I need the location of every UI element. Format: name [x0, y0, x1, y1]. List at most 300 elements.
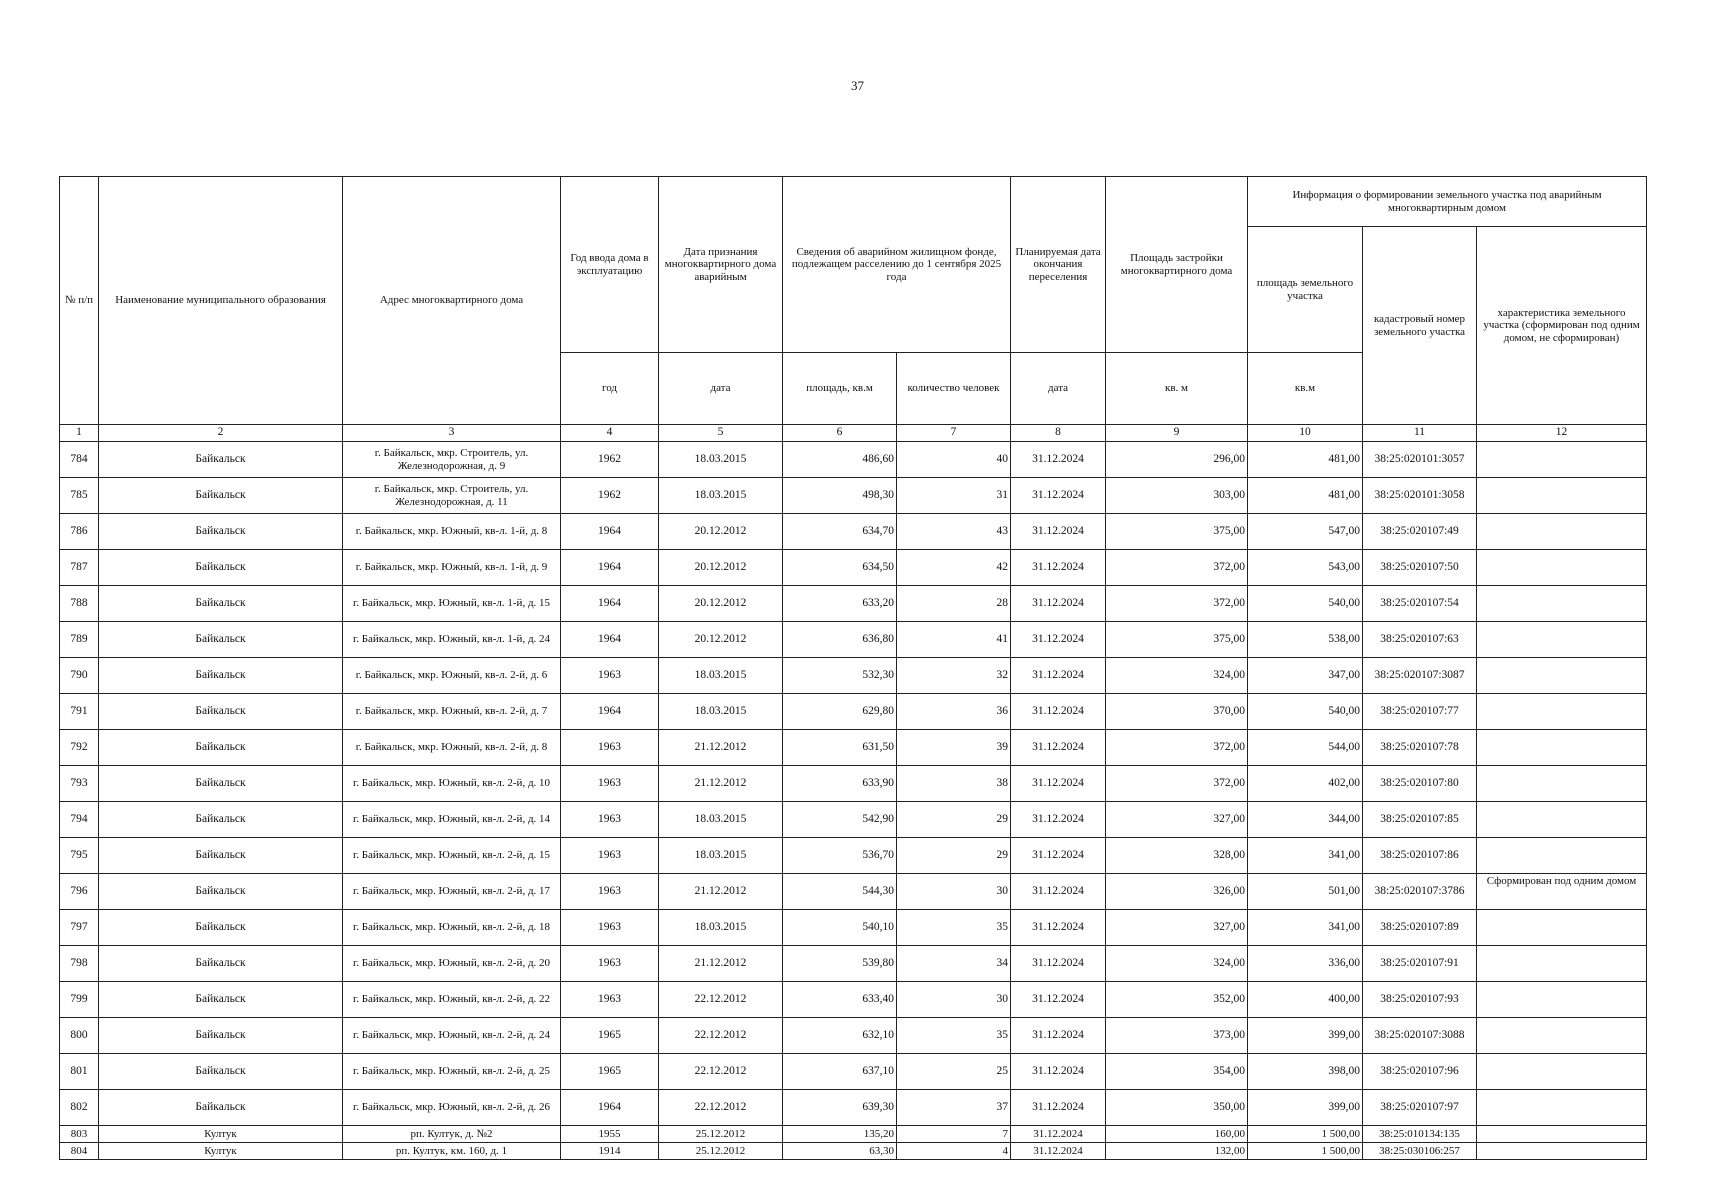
- cell-living-area: 637,10: [783, 1054, 897, 1090]
- cell-land-characteristic: [1477, 910, 1647, 946]
- cell-building-area: 375,00: [1106, 622, 1248, 658]
- cell-municipality: Байкальск: [99, 550, 343, 586]
- cell-commission-year: 1955: [561, 1126, 659, 1143]
- cell-address: г. Байкальск, мкр. Южный, кв-л. 2-й, д. 24: [343, 1018, 561, 1054]
- cell-municipality: Байкальск: [99, 838, 343, 874]
- cell-cadastral-number: 38:25:020107:85: [1363, 802, 1477, 838]
- cell-planned-date: 31.12.2024: [1011, 1090, 1106, 1126]
- cell-land-characteristic: [1477, 838, 1647, 874]
- cell-address: г. Байкальск, мкр. Южный, кв-л. 2-й, д. 10: [343, 766, 561, 802]
- table-row: [60, 658, 1647, 694]
- column-number: 2: [99, 425, 343, 442]
- cell-commission-year: 1963: [561, 838, 659, 874]
- cell-living-area: 634,70: [783, 514, 897, 550]
- cell-commission-year: 1964: [561, 1090, 659, 1126]
- cell-address: г. Байкальск, мкр. Строитель, ул. Железнодорожная, д. 11: [343, 478, 561, 514]
- cell-people-count: 28: [897, 586, 1011, 622]
- cell-row-number: 792: [60, 730, 99, 766]
- cell-building-area: 132,00: [1106, 1143, 1248, 1160]
- cell-land-area: 544,00: [1248, 730, 1363, 766]
- cell-commission-year: 1965: [561, 1054, 659, 1090]
- cell-building-area: 352,00: [1106, 982, 1248, 1018]
- table-row: [60, 1018, 1647, 1054]
- cell-planned-date: 31.12.2024: [1011, 910, 1106, 946]
- cell-address: г. Байкальск, мкр. Южный, кв-л. 2-й, д. 26: [343, 1090, 561, 1126]
- cell-building-area: 373,00: [1106, 1018, 1248, 1054]
- column-number: 5: [659, 425, 783, 442]
- cell-row-number: 796: [60, 874, 99, 910]
- cell-commission-year: 1964: [561, 550, 659, 586]
- cell-living-area: 633,20: [783, 586, 897, 622]
- cell-row-number: 786: [60, 514, 99, 550]
- cell-planned-date: 31.12.2024: [1011, 946, 1106, 982]
- cell-emergency-date: 18.03.2015: [659, 442, 783, 478]
- cell-commission-year: 1963: [561, 982, 659, 1018]
- cell-living-area: 629,80: [783, 694, 897, 730]
- cell-address: г. Байкальск, мкр. Строитель, ул. Железнодорожная, д. 9: [343, 442, 561, 478]
- subheader-land-area: кв.м: [1248, 353, 1363, 425]
- cell-living-area: 536,70: [783, 838, 897, 874]
- header-land-area: площадь земельного участка: [1248, 227, 1363, 353]
- cell-cadastral-number: 38:25:010134:135: [1363, 1126, 1477, 1143]
- cell-land-area: 398,00: [1248, 1054, 1363, 1090]
- cell-land-characteristic: [1477, 622, 1647, 658]
- cell-address: рп. Култук, д. №2: [343, 1126, 561, 1143]
- cell-planned-date: 31.12.2024: [1011, 694, 1106, 730]
- cell-land-characteristic: [1477, 514, 1647, 550]
- cell-land-characteristic: [1477, 1143, 1647, 1160]
- table-body: [60, 442, 1647, 1160]
- cell-people-count: 43: [897, 514, 1011, 550]
- cell-planned-date: 31.12.2024: [1011, 550, 1106, 586]
- cell-land-characteristic: [1477, 1126, 1647, 1143]
- cell-people-count: 29: [897, 802, 1011, 838]
- cell-municipality: Байкальск: [99, 730, 343, 766]
- cell-people-count: 35: [897, 910, 1011, 946]
- cell-building-area: 350,00: [1106, 1090, 1248, 1126]
- cell-row-number: 798: [60, 946, 99, 982]
- cell-people-count: 32: [897, 658, 1011, 694]
- cell-address: г. Байкальск, мкр. Южный, кв-л. 2-й, д. 7: [343, 694, 561, 730]
- cell-cadastral-number: 38:25:020107:80: [1363, 766, 1477, 802]
- cell-living-area: 532,30: [783, 658, 897, 694]
- cell-land-characteristic: [1477, 550, 1647, 586]
- cell-commission-year: 1964: [561, 622, 659, 658]
- table-row: [60, 910, 1647, 946]
- cell-people-count: 34: [897, 946, 1011, 982]
- cell-commission-year: 1962: [561, 442, 659, 478]
- cell-planned-date: 31.12.2024: [1011, 730, 1106, 766]
- table-row: [60, 874, 1647, 910]
- table-row: [60, 694, 1647, 730]
- cell-cadastral-number: 38:25:020107:50: [1363, 550, 1477, 586]
- table-row: [60, 946, 1647, 982]
- cell-municipality: Култук: [99, 1126, 343, 1143]
- cell-cadastral-number: 38:25:020107:93: [1363, 982, 1477, 1018]
- cell-land-area: 399,00: [1248, 1090, 1363, 1126]
- column-number: 6: [783, 425, 897, 442]
- cell-building-area: 370,00: [1106, 694, 1248, 730]
- column-number: 7: [897, 425, 1011, 442]
- cell-land-characteristic: [1477, 730, 1647, 766]
- cell-municipality: Байкальск: [99, 1054, 343, 1090]
- cell-commission-year: 1963: [561, 730, 659, 766]
- cell-address: г. Байкальск, мкр. Южный, кв-л. 2-й, д. 15: [343, 838, 561, 874]
- table-row: [60, 982, 1647, 1018]
- cell-people-count: 37: [897, 1090, 1011, 1126]
- cell-building-area: 296,00: [1106, 442, 1248, 478]
- cell-building-area: 372,00: [1106, 766, 1248, 802]
- cell-emergency-date: 18.03.2015: [659, 478, 783, 514]
- table-row: [60, 1090, 1647, 1126]
- cell-land-characteristic: Сформирован под одним домом: [1477, 874, 1647, 910]
- column-number: 1: [60, 425, 99, 442]
- cell-land-area: 1 500,00: [1248, 1126, 1363, 1143]
- cell-commission-year: 1963: [561, 766, 659, 802]
- cell-land-characteristic: [1477, 766, 1647, 802]
- cell-row-number: 797: [60, 910, 99, 946]
- cell-commission-year: 1963: [561, 802, 659, 838]
- cell-planned-date: 31.12.2024: [1011, 478, 1106, 514]
- cell-row-number: 784: [60, 442, 99, 478]
- cell-emergency-date: 22.12.2012: [659, 982, 783, 1018]
- cell-people-count: 40: [897, 442, 1011, 478]
- cell-building-area: 327,00: [1106, 910, 1248, 946]
- cell-cadastral-number: 38:25:020107:78: [1363, 730, 1477, 766]
- cell-commission-year: 1964: [561, 514, 659, 550]
- cell-living-area: 63,30: [783, 1143, 897, 1160]
- cell-land-area: 501,00: [1248, 874, 1363, 910]
- cell-commission-year: 1963: [561, 946, 659, 982]
- header-building-area: Площадь застройки многоквартирного дома: [1106, 177, 1248, 353]
- cell-emergency-date: 21.12.2012: [659, 874, 783, 910]
- cell-living-area: 631,50: [783, 730, 897, 766]
- cell-living-area: 539,80: [783, 946, 897, 982]
- header-commission-year: Год ввода дома в эксплуатацию: [561, 177, 659, 353]
- header-land-characteristic: характеристика земельного участка (сформирован под одним домом, не сформирован): [1477, 227, 1647, 425]
- cell-land-characteristic: [1477, 946, 1647, 982]
- cell-commission-year: 1962: [561, 478, 659, 514]
- table-row: [60, 838, 1647, 874]
- cell-planned-date: 31.12.2024: [1011, 766, 1106, 802]
- cell-building-area: 327,00: [1106, 802, 1248, 838]
- cell-living-area: 639,30: [783, 1090, 897, 1126]
- cell-row-number: 793: [60, 766, 99, 802]
- cell-row-number: 794: [60, 802, 99, 838]
- cell-cadastral-number: 38:25:020107:3786: [1363, 874, 1477, 910]
- column-number: 8: [1011, 425, 1106, 442]
- table-row: [60, 442, 1647, 478]
- cell-address: г. Байкальск, мкр. Южный, кв-л. 2-й, д. 6: [343, 658, 561, 694]
- cell-people-count: 41: [897, 622, 1011, 658]
- cell-living-area: 633,40: [783, 982, 897, 1018]
- cell-land-characteristic: [1477, 586, 1647, 622]
- cell-municipality: Байкальск: [99, 694, 343, 730]
- cell-emergency-date: 20.12.2012: [659, 550, 783, 586]
- cell-commission-year: 1965: [561, 1018, 659, 1054]
- cell-people-count: 42: [897, 550, 1011, 586]
- column-number: 3: [343, 425, 561, 442]
- cell-planned-date: 31.12.2024: [1011, 1126, 1106, 1143]
- cell-cadastral-number: 38:25:020107:3088: [1363, 1018, 1477, 1054]
- column-number: 11: [1363, 425, 1477, 442]
- cell-municipality: Байкальск: [99, 1090, 343, 1126]
- cell-address: г. Байкальск, мкр. Южный, кв-л. 2-й, д. 14: [343, 802, 561, 838]
- table-row: [60, 550, 1647, 586]
- cell-planned-date: 31.12.2024: [1011, 802, 1106, 838]
- cell-address: г. Байкальск, мкр. Южный, кв-л. 1-й, д. 24: [343, 622, 561, 658]
- cell-row-number: 785: [60, 478, 99, 514]
- column-number-row: [60, 425, 1647, 442]
- cell-cadastral-number: 38:25:020107:86: [1363, 838, 1477, 874]
- cell-land-area: 341,00: [1248, 910, 1363, 946]
- cell-planned-date: 31.12.2024: [1011, 874, 1106, 910]
- cell-commission-year: 1964: [561, 586, 659, 622]
- cell-living-area: 544,30: [783, 874, 897, 910]
- cell-municipality: Байкальск: [99, 622, 343, 658]
- table-row: [60, 1126, 1647, 1143]
- cell-emergency-date: 18.03.2015: [659, 838, 783, 874]
- table-row: [60, 802, 1647, 838]
- cell-emergency-date: 18.03.2015: [659, 802, 783, 838]
- cell-living-area: 634,50: [783, 550, 897, 586]
- cell-building-area: 326,00: [1106, 874, 1248, 910]
- cell-land-characteristic: [1477, 1054, 1647, 1090]
- cell-planned-date: 31.12.2024: [1011, 1054, 1106, 1090]
- cell-emergency-date: 21.12.2012: [659, 730, 783, 766]
- cell-people-count: 30: [897, 874, 1011, 910]
- cell-living-area: 498,30: [783, 478, 897, 514]
- cell-emergency-date: 21.12.2012: [659, 766, 783, 802]
- subheader-area: площадь, кв.м: [783, 353, 897, 425]
- header-row-number: № п/п: [60, 177, 99, 425]
- cell-land-characteristic: [1477, 982, 1647, 1018]
- cell-building-area: 324,00: [1106, 658, 1248, 694]
- cell-commission-year: 1963: [561, 874, 659, 910]
- cell-land-characteristic: [1477, 478, 1647, 514]
- cell-row-number: 800: [60, 1018, 99, 1054]
- header-emergency-date: Дата признания многоквартирного дома аварийным: [659, 177, 783, 353]
- cell-land-area: 1 500,00: [1248, 1143, 1363, 1160]
- cell-row-number: 791: [60, 694, 99, 730]
- cell-building-area: 372,00: [1106, 730, 1248, 766]
- cell-land-characteristic: [1477, 802, 1647, 838]
- cell-row-number: 787: [60, 550, 99, 586]
- table-row: [60, 622, 1647, 658]
- cell-planned-date: 31.12.2024: [1011, 622, 1106, 658]
- cell-municipality: Байкальск: [99, 802, 343, 838]
- cell-building-area: 372,00: [1106, 550, 1248, 586]
- cell-emergency-date: 18.03.2015: [659, 658, 783, 694]
- cell-municipality: Байкальск: [99, 442, 343, 478]
- cell-municipality: Байкальск: [99, 874, 343, 910]
- cell-cadastral-number: 38:25:030106:257: [1363, 1143, 1477, 1160]
- cell-land-characteristic: [1477, 694, 1647, 730]
- cell-row-number: 790: [60, 658, 99, 694]
- cell-planned-date: 31.12.2024: [1011, 982, 1106, 1018]
- cell-land-characteristic: [1477, 658, 1647, 694]
- cell-planned-date: 31.12.2024: [1011, 514, 1106, 550]
- cell-land-characteristic: [1477, 1090, 1647, 1126]
- cell-building-area: 372,00: [1106, 586, 1248, 622]
- cell-land-area: 400,00: [1248, 982, 1363, 1018]
- cell-row-number: 801: [60, 1054, 99, 1090]
- table-row: [60, 730, 1647, 766]
- cell-cadastral-number: 38:25:020107:77: [1363, 694, 1477, 730]
- cell-people-count: 35: [897, 1018, 1011, 1054]
- cell-row-number: 795: [60, 838, 99, 874]
- header-municipality: Наименование муниципального образования: [99, 177, 343, 425]
- cell-people-count: 4: [897, 1143, 1011, 1160]
- cell-building-area: 354,00: [1106, 1054, 1248, 1090]
- cell-living-area: 135,20: [783, 1126, 897, 1143]
- cell-land-area: 481,00: [1248, 442, 1363, 478]
- cell-address: г. Байкальск, мкр. Южный, кв-л. 1-й, д. 15: [343, 586, 561, 622]
- cell-municipality: Байкальск: [99, 910, 343, 946]
- cell-cadastral-number: 38:25:020107:54: [1363, 586, 1477, 622]
- cell-row-number: 803: [60, 1126, 99, 1143]
- cell-planned-date: 31.12.2024: [1011, 1143, 1106, 1160]
- cell-municipality: Байкальск: [99, 514, 343, 550]
- cell-commission-year: 1963: [561, 658, 659, 694]
- cell-emergency-date: 20.12.2012: [659, 622, 783, 658]
- cell-address: г. Байкальск, мкр. Южный, кв-л. 2-й, д. 22: [343, 982, 561, 1018]
- registry-table: [59, 176, 1647, 1160]
- cell-emergency-date: 18.03.2015: [659, 910, 783, 946]
- cell-land-area: 540,00: [1248, 586, 1363, 622]
- cell-address: рп. Култук, км. 160, д. 1: [343, 1143, 561, 1160]
- cell-land-area: 341,00: [1248, 838, 1363, 874]
- table-row: [60, 586, 1647, 622]
- cell-living-area: 542,90: [783, 802, 897, 838]
- cell-people-count: 30: [897, 982, 1011, 1018]
- cell-municipality: Байкальск: [99, 586, 343, 622]
- cell-municipality: Култук: [99, 1143, 343, 1160]
- cell-commission-year: 1964: [561, 694, 659, 730]
- cell-land-area: 538,00: [1248, 622, 1363, 658]
- cell-municipality: Байкальск: [99, 766, 343, 802]
- cell-building-area: 324,00: [1106, 946, 1248, 982]
- cell-land-area: 547,00: [1248, 514, 1363, 550]
- cell-living-area: 486,60: [783, 442, 897, 478]
- cell-cadastral-number: 38:25:020101:3058: [1363, 478, 1477, 514]
- cell-cadastral-number: 38:25:020107:3087: [1363, 658, 1477, 694]
- subheader-planned-date: дата: [1011, 353, 1106, 425]
- cell-row-number: 788: [60, 586, 99, 622]
- cell-people-count: 25: [897, 1054, 1011, 1090]
- cell-people-count: 7: [897, 1126, 1011, 1143]
- cell-land-characteristic: [1477, 442, 1647, 478]
- subheader-people: количество человек: [897, 353, 1011, 425]
- cell-emergency-date: 20.12.2012: [659, 586, 783, 622]
- cell-planned-date: 31.12.2024: [1011, 838, 1106, 874]
- header-address: Адрес многоквартирного дома: [343, 177, 561, 425]
- cell-municipality: Байкальск: [99, 658, 343, 694]
- cell-municipality: Байкальск: [99, 946, 343, 982]
- cell-cadastral-number: 38:25:020107:63: [1363, 622, 1477, 658]
- cell-emergency-date: 18.03.2015: [659, 694, 783, 730]
- cell-cadastral-number: 38:25:020107:89: [1363, 910, 1477, 946]
- cell-row-number: 804: [60, 1143, 99, 1160]
- cell-commission-year: 1914: [561, 1143, 659, 1160]
- cell-row-number: 802: [60, 1090, 99, 1126]
- cell-planned-date: 31.12.2024: [1011, 658, 1106, 694]
- header-emergency-fund: Сведения об аварийном жилищном фонде, подлежащем расселению до 1 сентября 2025 года: [783, 177, 1011, 353]
- cell-living-area: 632,10: [783, 1018, 897, 1054]
- column-number: 10: [1248, 425, 1363, 442]
- column-number: 4: [561, 425, 659, 442]
- column-number: 12: [1477, 425, 1647, 442]
- cell-planned-date: 31.12.2024: [1011, 586, 1106, 622]
- page-number: 37: [851, 78, 864, 93]
- cell-living-area: 636,80: [783, 622, 897, 658]
- header-land-group: Информация о формировании земельного участка под аварийным многоквартирным домом: [1248, 177, 1647, 227]
- header-cadastral-number: кадастровый номер земельного участка: [1363, 227, 1477, 425]
- cell-row-number: 789: [60, 622, 99, 658]
- cell-people-count: 29: [897, 838, 1011, 874]
- cell-address: г. Байкальск, мкр. Южный, кв-л. 2-й, д. 25: [343, 1054, 561, 1090]
- cell-address: г. Байкальск, мкр. Южный, кв-л. 2-й, д. 18: [343, 910, 561, 946]
- cell-address: г. Байкальск, мкр. Южный, кв-л. 2-й, д. 20: [343, 946, 561, 982]
- subheader-building-area: кв. м: [1106, 353, 1248, 425]
- cell-people-count: 36: [897, 694, 1011, 730]
- cell-building-area: 375,00: [1106, 514, 1248, 550]
- table-header: [60, 177, 1647, 442]
- cell-building-area: 160,00: [1106, 1126, 1248, 1143]
- cell-land-area: 402,00: [1248, 766, 1363, 802]
- table-row: [60, 1054, 1647, 1090]
- cell-land-area: 336,00: [1248, 946, 1363, 982]
- cell-commission-year: 1963: [561, 910, 659, 946]
- cell-planned-date: 31.12.2024: [1011, 1018, 1106, 1054]
- cell-land-area: 344,00: [1248, 802, 1363, 838]
- cell-land-area: 481,00: [1248, 478, 1363, 514]
- cell-row-number: 799: [60, 982, 99, 1018]
- subheader-year: год: [561, 353, 659, 425]
- cell-municipality: Байкальск: [99, 982, 343, 1018]
- cell-emergency-date: 22.12.2012: [659, 1054, 783, 1090]
- cell-address: г. Байкальск, мкр. Южный, кв-л. 1-й, д. 8: [343, 514, 561, 550]
- cell-emergency-date: 22.12.2012: [659, 1018, 783, 1054]
- column-number: 9: [1106, 425, 1248, 442]
- cell-emergency-date: 25.12.2012: [659, 1126, 783, 1143]
- table-row: [60, 766, 1647, 802]
- table-row: [60, 478, 1647, 514]
- cell-municipality: Байкальск: [99, 1018, 343, 1054]
- cell-land-area: 543,00: [1248, 550, 1363, 586]
- cell-cadastral-number: 38:25:020107:49: [1363, 514, 1477, 550]
- cell-emergency-date: 25.12.2012: [659, 1143, 783, 1160]
- cell-building-area: 303,00: [1106, 478, 1248, 514]
- table-row: [60, 1143, 1647, 1160]
- cell-address: г. Байкальск, мкр. Южный, кв-л. 2-й, д. 17: [343, 874, 561, 910]
- cell-municipality: Байкальск: [99, 478, 343, 514]
- cell-cadastral-number: 38:25:020107:91: [1363, 946, 1477, 982]
- cell-land-area: 399,00: [1248, 1018, 1363, 1054]
- cell-building-area: 328,00: [1106, 838, 1248, 874]
- cell-planned-date: 31.12.2024: [1011, 442, 1106, 478]
- subheader-date: дата: [659, 353, 783, 425]
- cell-address: г. Байкальск, мкр. Южный, кв-л. 2-й, д. 8: [343, 730, 561, 766]
- cell-address: г. Байкальск, мкр. Южный, кв-л. 1-й, д. 9: [343, 550, 561, 586]
- cell-emergency-date: 21.12.2012: [659, 946, 783, 982]
- cell-people-count: 39: [897, 730, 1011, 766]
- cell-cadastral-number: 38:25:020107:97: [1363, 1090, 1477, 1126]
- cell-land-area: 540,00: [1248, 694, 1363, 730]
- cell-cadastral-number: 38:25:020107:96: [1363, 1054, 1477, 1090]
- cell-living-area: 540,10: [783, 910, 897, 946]
- cell-emergency-date: 20.12.2012: [659, 514, 783, 550]
